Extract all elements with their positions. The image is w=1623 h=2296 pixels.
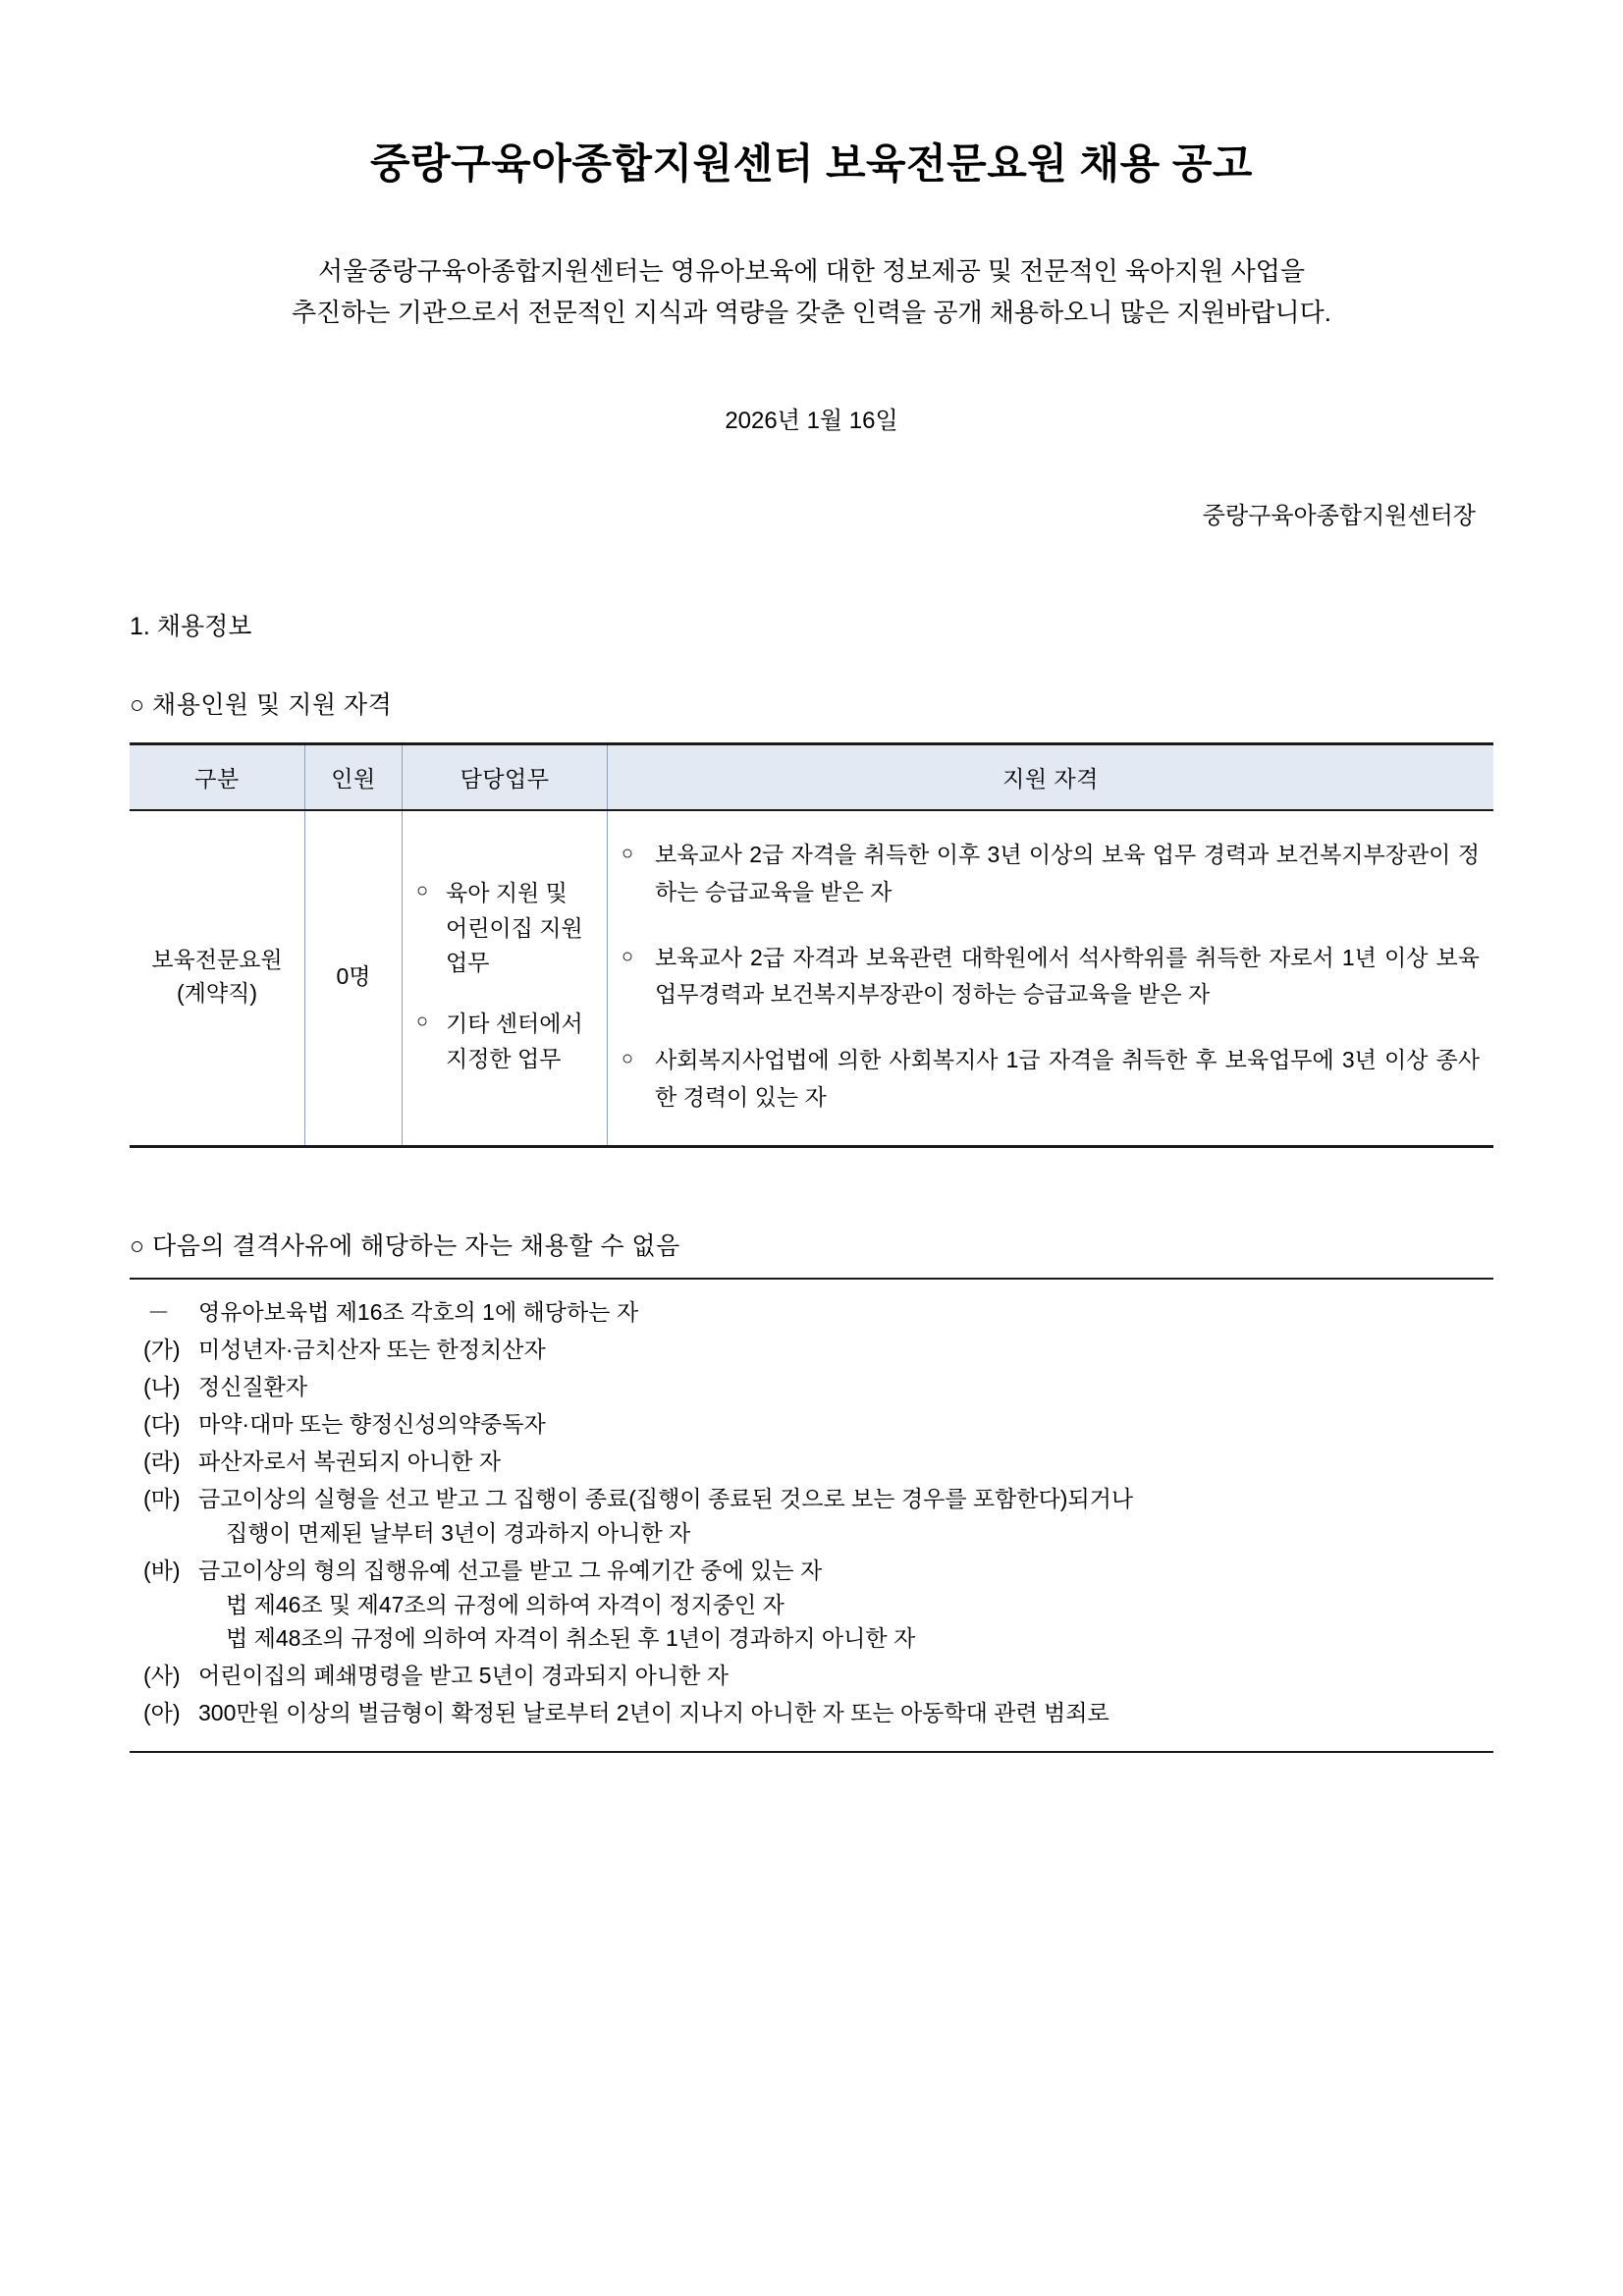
list-item	[130, 1554, 1493, 1657]
list-item	[130, 1482, 1493, 1551]
page-title: 중랑구육아종합지원센터 보육전문요원 채용 공고	[369, 140, 1254, 187]
item-marker: (다)	[143, 1410, 181, 1437]
list-item	[130, 1445, 1493, 1479]
list-item	[130, 1659, 1493, 1693]
list-item	[130, 1370, 1493, 1404]
item-text: 금고이상의 실형을 선고 받고 그 집행이 종료(집행이 종료된 것으로 보는 경우를 포함한다)되거나	[198, 1485, 1134, 1511]
list-item: ○ 기타 센터에서 지정한 업무	[416, 1007, 593, 1076]
intro-line-2: 추진하는 기관으로서 전문적인 지식과 역량을 갖춘 인력을 공개 채용하오니 많은 지원바랍니다.	[292, 298, 1331, 328]
item-marker: (가)	[143, 1336, 181, 1362]
item-text: 어린이집의 폐쇄명령을 받고 5년이 경과되지 아니한 자	[198, 1663, 729, 1689]
issuer-signature: 중랑구육아종합지원센터장	[1202, 503, 1476, 530]
item-subtext: 법 제46조 및 제47조의 규정에 의하여 자격이 정지중인 자	[226, 1591, 784, 1617]
list-item	[130, 1407, 1493, 1442]
item-marker: (아)	[143, 1700, 181, 1726]
list-item	[130, 1696, 1493, 1730]
item-text: 정신질환자	[198, 1373, 308, 1399]
item-marker: (바)	[143, 1557, 181, 1583]
disqualification-list	[130, 1295, 1493, 1730]
item-text: 금고이상의 형의 집행유예 선고를 받고 그 유예기간 중에 있는 자	[198, 1557, 823, 1583]
item-marker: －	[147, 1298, 170, 1325]
item-text: 300만원 이상의 벌금형이 확정된 날로부터 2년이 지나지 아니한 자 또는 아동학대 관련 범죄로	[198, 1700, 1109, 1726]
list-item: ○ 보육교사 2급 자격과 보육관련 대학원에서 석사학위를 취득한 자로서 1년 이상 보육업무경력과 보건복지부장관이 정하는 승급교육을 받은 자	[622, 940, 1480, 1013]
section-heading-recruitment-info: 1. 채용정보	[130, 613, 252, 641]
list-item	[130, 1333, 1493, 1367]
item-marker: (나)	[143, 1373, 181, 1399]
announcement-date: 2026년 1월 16일	[725, 408, 898, 435]
item-marker: (사)	[143, 1663, 181, 1689]
disqualification-box	[130, 1278, 1493, 1753]
table-header-inwon: 인원	[305, 744, 403, 811]
table-header-gubun: 구분	[130, 744, 305, 811]
item-marker: (마)	[143, 1485, 181, 1511]
item-subtext: 법 제48조의 규정에 의하여 자격이 취소된 후 1년이 경과하지 아니한 자	[226, 1625, 916, 1652]
item-text: 파산자로서 복권되지 아니한 자	[198, 1448, 502, 1474]
list-item: ○ 육아 지원 및 어린이집 지원 업무	[416, 876, 593, 981]
item-text: 미성년자·금치산자 또는 한정치산자	[198, 1336, 546, 1362]
item-marker: (라)	[143, 1448, 181, 1474]
cell-duties	[403, 810, 608, 1146]
list-item: ○ 사회복지사업법에 의한 사회복지사 1급 자격을 취득한 후 보육업무에 3년 이상 종사한 경력이 있는 자	[622, 1042, 1480, 1116]
table-row	[130, 810, 1493, 1146]
item-subtext: 집행이 면제된 날부터 3년이 경과하지 아니한 자	[226, 1519, 691, 1546]
list-item: ○ 보육교사 2급 자격을 취득한 이후 3년 이상의 보육 업무 경력과 보건복지부장관이 정하는 승급교육을 받은 자	[622, 837, 1480, 910]
intro-paragraph	[208, 250, 1416, 335]
duty-list	[416, 876, 593, 1076]
subsection-heading-disqualification: ○ 다음의 결격사유에 해당하는 자는 채용할 수 없음	[130, 1231, 680, 1260]
intro-line-1: 서울중랑구육아종합지원센터는 영유아보육에 대한 정보제공 및 전문적인 육아지원 사업을	[318, 255, 1305, 286]
table-header-duty: 담당업무	[403, 744, 608, 811]
subsection-heading-headcount-qualification: ○ 채용인원 및 지원 자격	[130, 691, 393, 720]
cell-headcount: 0명	[305, 810, 403, 1146]
cell-qualifications	[608, 810, 1494, 1146]
table-header-qualification: 지원 자격	[608, 744, 1494, 811]
item-text: 마약·대마 또는 향정신성의약중독자	[198, 1410, 546, 1437]
list-item	[130, 1295, 1493, 1330]
table-header-row	[130, 744, 1493, 811]
qualification-list	[622, 837, 1480, 1116]
position-name-line2: (계약직)	[177, 980, 257, 1007]
cell-position-name	[130, 810, 305, 1146]
position-name-line1: 보육전문요원	[151, 946, 283, 972]
recruitment-table	[130, 742, 1493, 1148]
item-text: 영유아보육법 제16조 각호의 1에 해당하는 자	[198, 1298, 639, 1325]
